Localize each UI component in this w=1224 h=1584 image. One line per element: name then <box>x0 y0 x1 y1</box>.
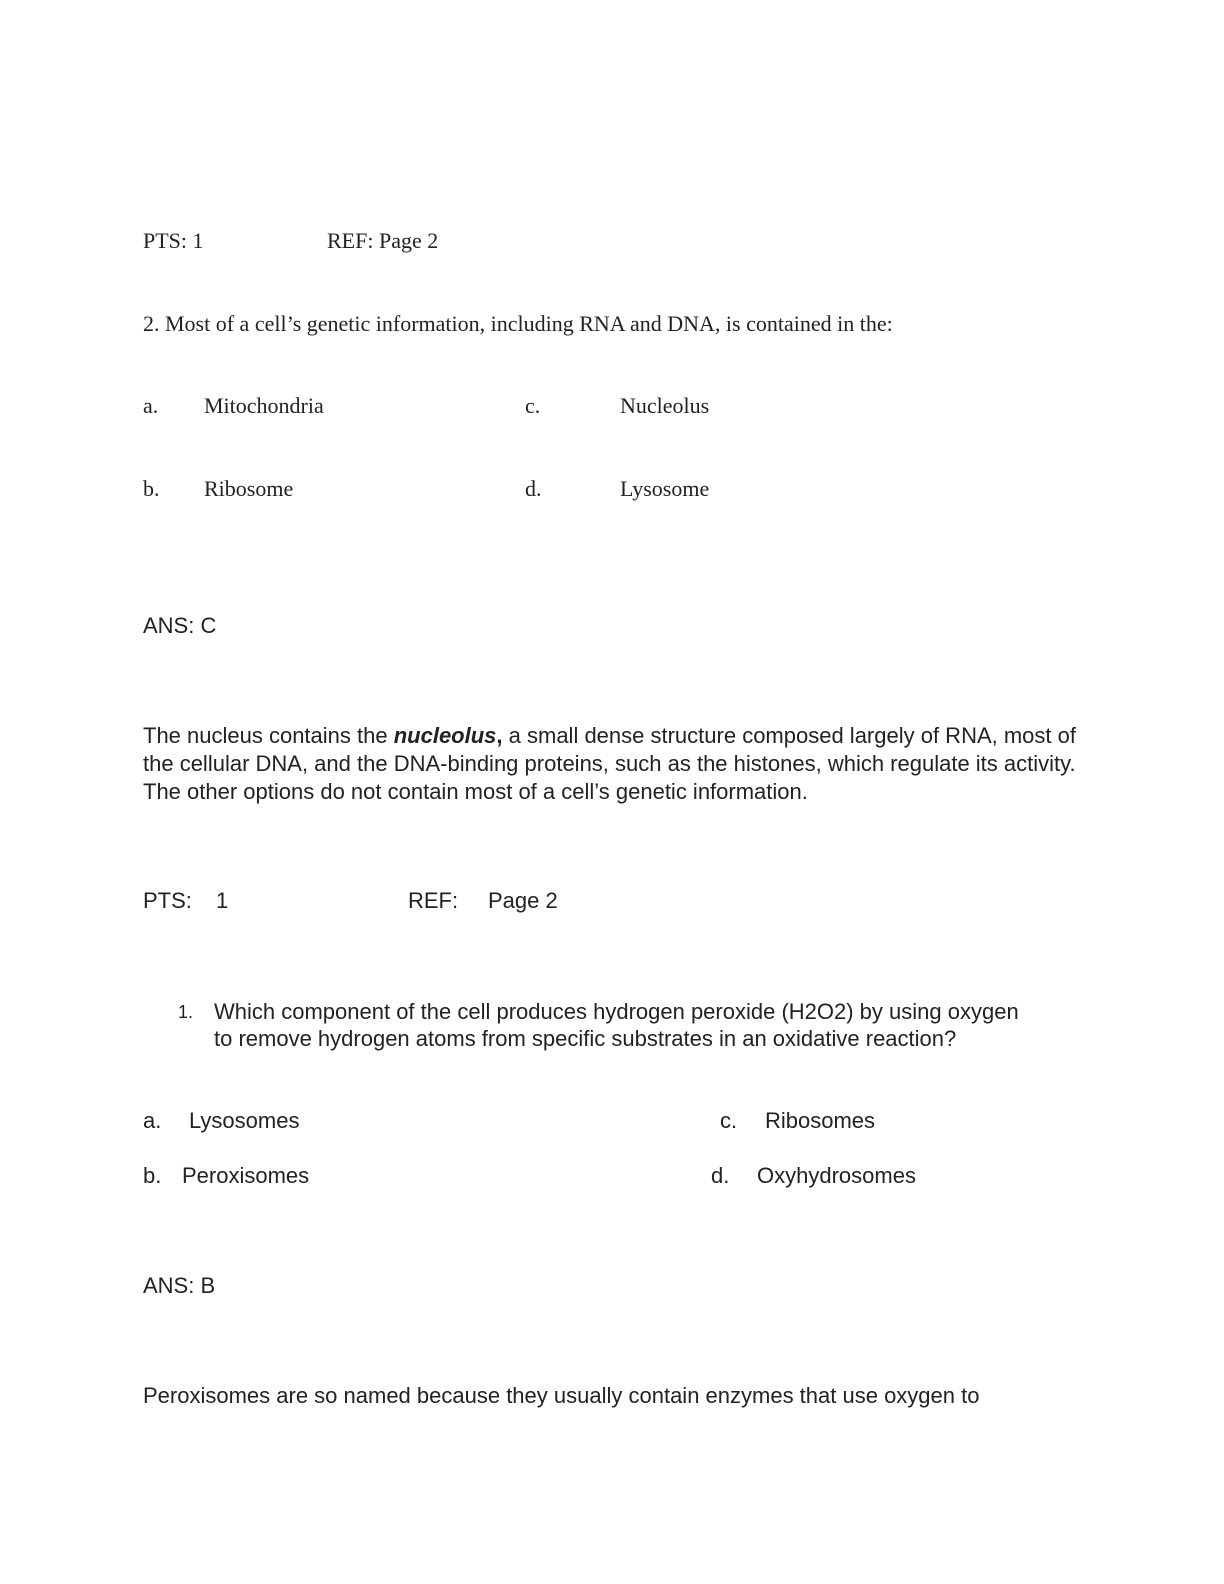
reference-value: Page 2 <box>488 888 558 913</box>
points-label: PTS: 1 <box>143 228 204 253</box>
option-letter: d. <box>711 1163 730 1188</box>
option-text: Peroxisomes <box>182 1163 310 1188</box>
explanation-text: a small dense structure composed largely of RNA, most of the cellular DNA, and the DNA-binding proteins, such as the histones, which regulate its activity. The other options do not contain most of a cell’s genetic information. <box>143 723 1076 804</box>
option-letter: c. <box>720 1108 738 1133</box>
option-text: Nucleolus <box>620 393 710 418</box>
option-letter: a. <box>143 1108 162 1133</box>
question-stem: 2. Most of a cell’s genetic information, including RNA and DNA, is contained in the: <box>143 311 893 336</box>
explanation-comma: , <box>496 723 503 748</box>
explanation-paragraph: Peroxisomes are so named because they usually contain enzymes that use oxygen to <box>143 1383 980 1408</box>
option-text: Ribosome <box>204 476 294 501</box>
question-number: 1. <box>178 1002 194 1022</box>
points-value: 1 <box>216 888 229 913</box>
explanation-emphasis: nucleolus <box>393 723 497 748</box>
explanation-text: The nucleus contains the <box>143 723 394 748</box>
option-letter: c. <box>525 393 541 418</box>
option-letter: b. <box>143 476 160 501</box>
option-text: Mitochondria <box>204 393 324 418</box>
option-letter: b. <box>143 1163 162 1188</box>
answer-label: ANS: C <box>143 613 217 638</box>
answer-label: ANS: B <box>143 1273 216 1298</box>
option-letter: a. <box>143 393 159 418</box>
option-letter: d. <box>525 476 542 501</box>
explanation-paragraph <box>143 722 1083 806</box>
points-label: PTS: <box>143 888 192 913</box>
option-text: Lysosomes <box>189 1108 300 1133</box>
reference-label: REF: Page 2 <box>327 228 439 253</box>
reference-label: REF: <box>408 888 459 913</box>
option-text: Lysosome <box>620 476 710 501</box>
option-text: Oxyhydrosomes <box>757 1163 916 1188</box>
question-stem: Which component of the cell produces hydrogen peroxide (H2O2) by using oxygen to remove hydrogen atoms from specific substrates in an oxidative reaction? <box>214 999 1019 1051</box>
option-text: Ribosomes <box>765 1108 876 1133</box>
